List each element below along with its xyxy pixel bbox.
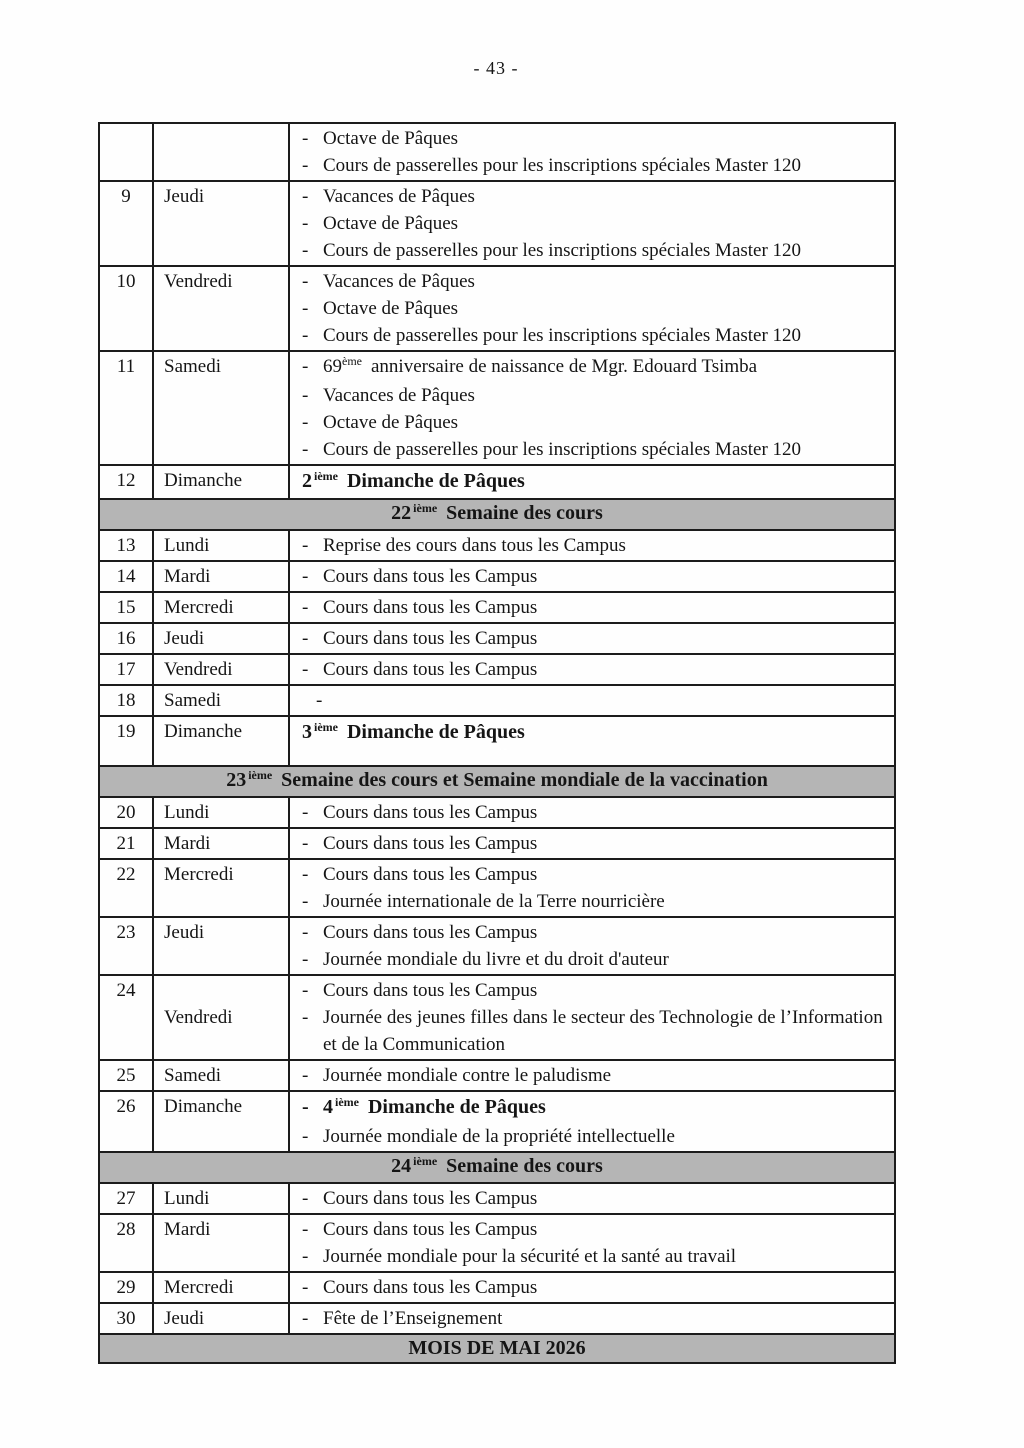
ordinal-number: 2 — [302, 470, 312, 492]
event-line — [302, 919, 888, 946]
event-text: Vacances de Pâques — [323, 385, 475, 406]
event-line — [302, 687, 888, 714]
day-number-cell: 25 — [99, 1060, 153, 1091]
ordinal-number: 22 — [391, 502, 412, 524]
week-header-row — [99, 499, 895, 530]
event-text: Cours dans tous les Campus — [323, 1277, 538, 1298]
day-name-cell: Samedi — [153, 685, 289, 716]
event-text: Cours dans tous les Campus — [323, 659, 538, 680]
calendar-day-row — [99, 716, 895, 766]
day-name-cell: Vendredi — [153, 266, 289, 351]
ordinal-number: 23 — [226, 769, 247, 791]
event-line — [302, 594, 888, 621]
calendar-day-row — [99, 917, 895, 975]
event-dash: - — [302, 1188, 309, 1209]
event-text: Cours dans tous les Campus — [323, 566, 538, 587]
events-cell — [289, 351, 895, 465]
event-dash: - — [302, 1126, 309, 1147]
ordinal-suffix: ième — [335, 1095, 359, 1109]
calendar-day-row — [99, 181, 895, 266]
calendar-day-row — [99, 623, 895, 654]
event-text: Journée mondiale pour la sécurité et la santé au travail — [323, 1246, 737, 1267]
event-text: Cours de passerelles pour les inscriptions spéciales Master 120 — [323, 240, 802, 261]
calendar-day-row — [99, 975, 895, 1060]
day-name-cell: Dimanche — [153, 465, 289, 499]
ordinal-suffix: ième — [314, 720, 338, 734]
event-line — [302, 268, 888, 295]
event-line — [302, 237, 888, 264]
events-cell — [289, 123, 895, 181]
calendar-day-row — [99, 123, 895, 181]
calendar-day-row — [99, 592, 895, 623]
day-number-cell: 18 — [99, 685, 153, 716]
events-cell — [289, 716, 895, 766]
events-cell — [289, 685, 895, 716]
day-name-cell: Samedi — [153, 1060, 289, 1091]
events-cell — [289, 181, 895, 266]
day-number-cell: 23 — [99, 917, 153, 975]
event-line — [302, 861, 888, 888]
day-number-cell: 14 — [99, 561, 153, 592]
events-cell — [289, 530, 895, 561]
event-line — [302, 1123, 888, 1150]
calendar-day-row — [99, 828, 895, 859]
calendar-day-row — [99, 859, 895, 917]
event-text: Cours dans tous les Campus — [323, 922, 538, 943]
event-line — [302, 977, 888, 1004]
event-line — [302, 1062, 888, 1089]
event-line — [302, 1185, 888, 1212]
event-text: Journée mondiale contre le paludisme — [323, 1065, 612, 1086]
calendar-day-row — [99, 530, 895, 561]
event-dash: - — [302, 1246, 309, 1267]
calendar-day-row — [99, 685, 895, 716]
event-line — [302, 718, 888, 748]
page-content — [98, 57, 894, 1364]
day-number-cell: 10 — [99, 266, 153, 351]
events-cell — [289, 859, 895, 917]
event-dash: - — [302, 659, 309, 680]
event-text: 69ème anniversaire de naissance de Mgr. Edouard Tsimba — [323, 354, 758, 377]
page-number: - 43 - — [473, 58, 519, 78]
event-dash: - — [302, 128, 309, 149]
ordinal-suffix: ième — [413, 501, 438, 515]
event-text: Cours de passerelles pour les inscriptions spéciales Master 120 — [323, 325, 802, 346]
event-text: Vacances de Pâques — [323, 271, 475, 292]
ordinal-suffix: ième — [314, 469, 338, 483]
events-cell — [289, 561, 895, 592]
event-dash: - — [302, 271, 309, 292]
calendar-day-row — [99, 351, 895, 465]
event-text: Octave de Pâques — [323, 298, 459, 319]
calendar-day-row — [99, 1091, 895, 1152]
event-dash: - — [302, 1219, 309, 1240]
events-cell — [289, 797, 895, 828]
events-cell — [289, 1183, 895, 1214]
day-name-cell: Mardi — [153, 561, 289, 592]
event-text: Cours de passerelles pour les inscriptions spéciales Master 120 — [323, 155, 802, 176]
ordinal-number: 4 — [323, 1096, 333, 1118]
event-line — [302, 563, 888, 590]
event-dash: - — [302, 356, 309, 377]
day-name-cell: Jeudi — [153, 623, 289, 654]
event-dash: - — [302, 1277, 309, 1298]
event-dash: - — [302, 1096, 309, 1118]
day-number-cell: 30 — [99, 1303, 153, 1334]
event-dash: - — [302, 891, 309, 912]
day-name-cell — [153, 123, 289, 181]
day-number-cell: 9 — [99, 181, 153, 266]
event-dash: - — [302, 1065, 309, 1086]
event-line — [302, 467, 888, 497]
event-dash: - — [302, 213, 309, 234]
day-name-cell: Jeudi — [153, 181, 289, 266]
calendar-day-row — [99, 1060, 895, 1091]
event-dash: - — [302, 628, 309, 649]
event-dash: - — [302, 186, 309, 207]
event-text: Vacances de Pâques — [323, 186, 475, 207]
day-name-cell: Mardi — [153, 1214, 289, 1272]
event-line — [302, 1243, 888, 1270]
event-text: 4 $^{ième}$ Dimanche de Pâques — [323, 1095, 546, 1118]
calendar-day-row — [99, 266, 895, 351]
day-number-cell: 26 — [99, 1091, 153, 1152]
calendar-day-row — [99, 654, 895, 685]
month-header-label: MOIS DE MAI 2026 — [408, 1337, 586, 1359]
calendar-day-row — [99, 561, 895, 592]
day-number-cell: 27 — [99, 1183, 153, 1214]
event-dash: - — [302, 240, 309, 261]
day-number-cell: 17 — [99, 654, 153, 685]
event-line — [302, 1216, 888, 1243]
day-name-cell: Mercredi — [153, 592, 289, 623]
event-text: Octave de Pâques — [323, 128, 459, 149]
event-text: Journée internationale de la Terre nourricière — [323, 891, 665, 912]
event-line — [302, 1093, 888, 1123]
day-number-cell: 15 — [99, 592, 153, 623]
week-header-cell — [99, 1152, 895, 1183]
event-dash: - — [302, 597, 309, 618]
ordinal-number: 3 — [302, 721, 312, 743]
event-text: Cours dans tous les Campus — [323, 628, 538, 649]
event-line — [302, 382, 888, 409]
day-name-cell: Dimanche — [153, 1091, 289, 1152]
day-name-cell: Mercredi — [153, 859, 289, 917]
event-dash: - — [302, 864, 309, 885]
day-number-cell: 21 — [99, 828, 153, 859]
event-text: Journée des jeunes filles dans le secteur des Technologie de l’Information et de la Communication — [323, 1007, 883, 1055]
day-number-cell: 11 — [99, 351, 153, 465]
event-line — [302, 183, 888, 210]
event-text: Reprise des cours dans tous les Campus — [323, 535, 626, 556]
day-name-cell: Jeudi — [153, 1303, 289, 1334]
events-cell — [289, 465, 895, 499]
day-name-cell: Lundi — [153, 1183, 289, 1214]
day-name-cell: Jeudi — [153, 917, 289, 975]
day-name-cell: Lundi — [153, 530, 289, 561]
day-number-cell: 28 — [99, 1214, 153, 1272]
day-name-cell: Vendredi — [153, 975, 289, 1060]
day-number-cell: 19 — [99, 716, 153, 766]
event-dash: - — [302, 298, 309, 319]
day-number-cell: 22 — [99, 859, 153, 917]
calendar-day-row — [99, 1214, 895, 1272]
event-line — [302, 353, 888, 382]
events-cell — [289, 1214, 895, 1272]
event-text: Cours dans tous les Campus — [323, 864, 538, 885]
event-dash: - — [302, 155, 309, 176]
day-name-cell: Lundi — [153, 797, 289, 828]
event-text: Octave de Pâques — [323, 412, 459, 433]
event-text: Cours dans tous les Campus — [323, 1188, 538, 1209]
events-cell — [289, 1091, 895, 1152]
week-header-label: Semaine des cours — [446, 502, 603, 524]
day-number-cell: 29 — [99, 1272, 153, 1303]
events-cell — [289, 1303, 895, 1334]
week-header-label: Semaine des cours et Semaine mondiale de la vaccination — [281, 769, 768, 791]
event-text: Cours dans tous les Campus — [323, 980, 538, 1001]
week-header-row — [99, 1152, 895, 1183]
event-dash: - — [302, 535, 309, 556]
month-header-cell — [99, 1334, 895, 1363]
calendar-table-body — [99, 123, 895, 1363]
event-dash: - — [302, 1007, 309, 1028]
event-line — [302, 210, 888, 237]
event-line — [302, 409, 888, 436]
event-text: Cours de passerelles pour les inscriptions spéciales Master 120 — [323, 439, 802, 460]
event-line — [302, 436, 888, 463]
events-cell — [289, 1060, 895, 1091]
day-name-cell: Mardi — [153, 828, 289, 859]
day-name-cell: Vendredi — [153, 654, 289, 685]
week-header-cell — [99, 766, 895, 797]
event-line — [302, 1274, 888, 1301]
events-cell — [289, 592, 895, 623]
event-dash: - — [302, 439, 309, 460]
event-text: Octave de Pâques — [323, 213, 459, 234]
event-line — [302, 152, 888, 179]
events-cell — [289, 975, 895, 1060]
ordinal-number: 69 — [323, 356, 342, 377]
event-dash: - — [302, 1308, 309, 1329]
day-name-cell: Dimanche — [153, 716, 289, 766]
event-line — [302, 799, 888, 826]
event-dash: - — [302, 566, 309, 587]
event-text: Cours dans tous les Campus — [323, 1219, 538, 1240]
event-line — [302, 125, 888, 152]
event-dash: - — [302, 802, 309, 823]
event-text: Fête de l’Enseignement — [323, 1308, 503, 1329]
calendar-table — [98, 122, 896, 1364]
event-dash: - — [316, 690, 323, 711]
event-line — [302, 1004, 888, 1058]
events-cell — [289, 654, 895, 685]
event-text: Cours dans tous les Campus — [323, 833, 538, 854]
event-dash: - — [302, 412, 309, 433]
event-text: Cours dans tous les Campus — [323, 597, 538, 618]
event-text: Journée mondiale de la propriété intellectuelle — [323, 1126, 675, 1147]
events-cell — [289, 623, 895, 654]
event-text: Cours dans tous les Campus — [323, 802, 538, 823]
calendar-day-row — [99, 1183, 895, 1214]
calendar-day-row — [99, 797, 895, 828]
event-dash: - — [302, 833, 309, 854]
week-header-cell — [99, 499, 895, 530]
day-number-cell: 13 — [99, 530, 153, 561]
event-line — [302, 322, 888, 349]
day-number-cell: 12 — [99, 465, 153, 499]
ordinal-suffix: ème — [342, 354, 362, 368]
event-text: 3 $^{ième}$ Dimanche de Pâques — [302, 720, 525, 743]
day-name-cell: Samedi — [153, 351, 289, 465]
week-header-label: Semaine des cours — [446, 1155, 603, 1177]
ordinal-suffix: ième — [413, 1154, 438, 1168]
calendar-day-row — [99, 465, 895, 499]
event-text: Journée mondiale du livre et du droit d'auteur — [323, 949, 669, 970]
event-dash: - — [302, 385, 309, 406]
ordinal-number: 24 — [391, 1155, 412, 1177]
event-dash: - — [302, 980, 309, 1001]
day-number-cell: 20 — [99, 797, 153, 828]
events-cell — [289, 1272, 895, 1303]
day-name-cell: Mercredi — [153, 1272, 289, 1303]
event-line — [302, 656, 888, 683]
event-line — [302, 532, 888, 559]
event-line — [302, 888, 888, 915]
ordinal-suffix: ième — [248, 768, 273, 782]
event-dash: - — [302, 922, 309, 943]
events-cell — [289, 266, 895, 351]
day-number-cell — [99, 123, 153, 181]
day-number-cell: 16 — [99, 623, 153, 654]
events-cell — [289, 917, 895, 975]
event-line — [302, 625, 888, 652]
week-header-row — [99, 766, 895, 797]
day-number-cell: 24 — [99, 975, 153, 1060]
calendar-day-row — [99, 1272, 895, 1303]
event-line — [302, 1305, 888, 1332]
month-header-row — [99, 1334, 895, 1363]
events-cell — [289, 828, 895, 859]
event-line — [302, 830, 888, 857]
event-text: 2 $^{ième}$ Dimanche de Pâques — [302, 469, 525, 492]
event-line — [302, 295, 888, 322]
event-line — [302, 946, 888, 973]
event-dash: - — [302, 949, 309, 970]
event-dash: - — [302, 325, 309, 346]
calendar-day-row — [99, 1303, 895, 1334]
